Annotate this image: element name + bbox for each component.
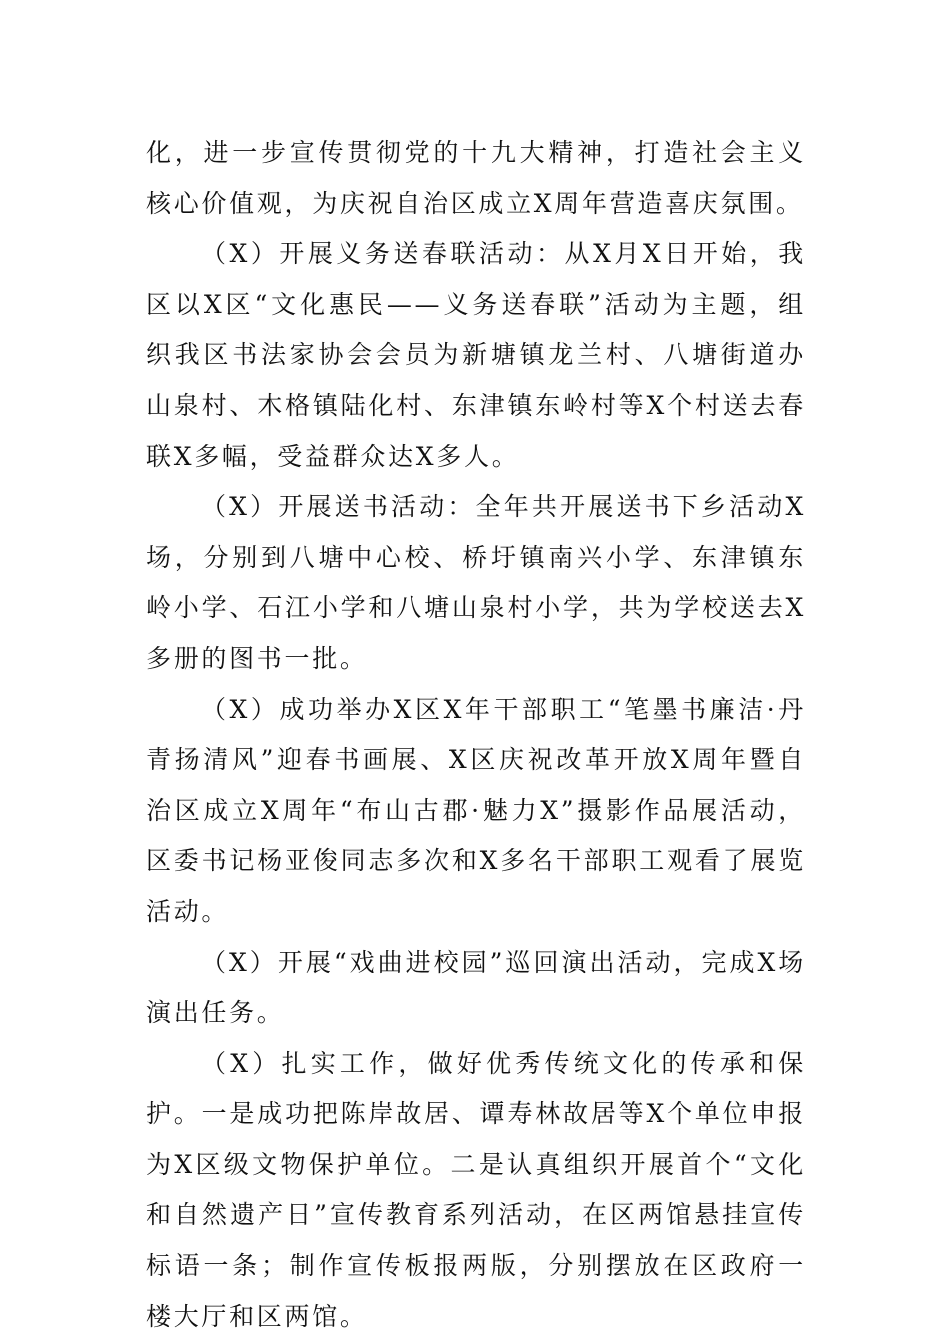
- document-body: [146, 128, 806, 1342]
- paragraph-heritage-protection: （X）扎实工作，做好优秀传统文化的传承和保护。一是成功把陈岸故居、谭寿林故居等X个单位申报为X区级文物保护单位。二是认真组织开展首个“文化和自然遗产日”宣传教育系列活动，在区两馆悬挂宣传标语一条；制作宣传板报两版，分别摆放在区政府一楼大厅和区两馆。: [146, 1048, 806, 1331]
- paragraph-exhibitions: （X）成功举办X区X年干部职工“笔墨书廉洁·丹青扬清风”迎春书画展、X区庆祝改革开放X周年暨自治区成立X周年“布山古郡·魅力X”摄影作品展活动，区委书记杨亚俊同志多次和X多名干部职工观看了展览活动。: [146, 694, 806, 926]
- paragraph-continuation: 化，进一步宣传贯彻党的十九大精神，打造社会主义核心价值观，为庆祝自治区成立X周年营造喜庆氛围。: [146, 138, 806, 218]
- paragraph-spring-couplets: （X）开展义务送春联活动：从X月X日开始，我区以X区“文化惠民——义务送春联”活动为主题，组织我区书法家协会会员为新塘镇龙兰村、八塘街道办山泉村、木格镇陆化村、东津镇东岭村等X个村送去春联X多幅，受益群众达X多人。: [146, 239, 806, 471]
- paragraph-book-delivery: （X）开展送书活动：全年共开展送书下乡活动X场，分别到八塘中心校、桥圩镇南兴小学、东津镇东岭小学、石江小学和八塘山泉村小学，共为学校送去X多册的图书一批。: [146, 492, 806, 673]
- paragraph-opera-campus: （X）开展“戏曲进校园”巡回演出活动，完成X场演出任务。: [146, 947, 806, 1028]
